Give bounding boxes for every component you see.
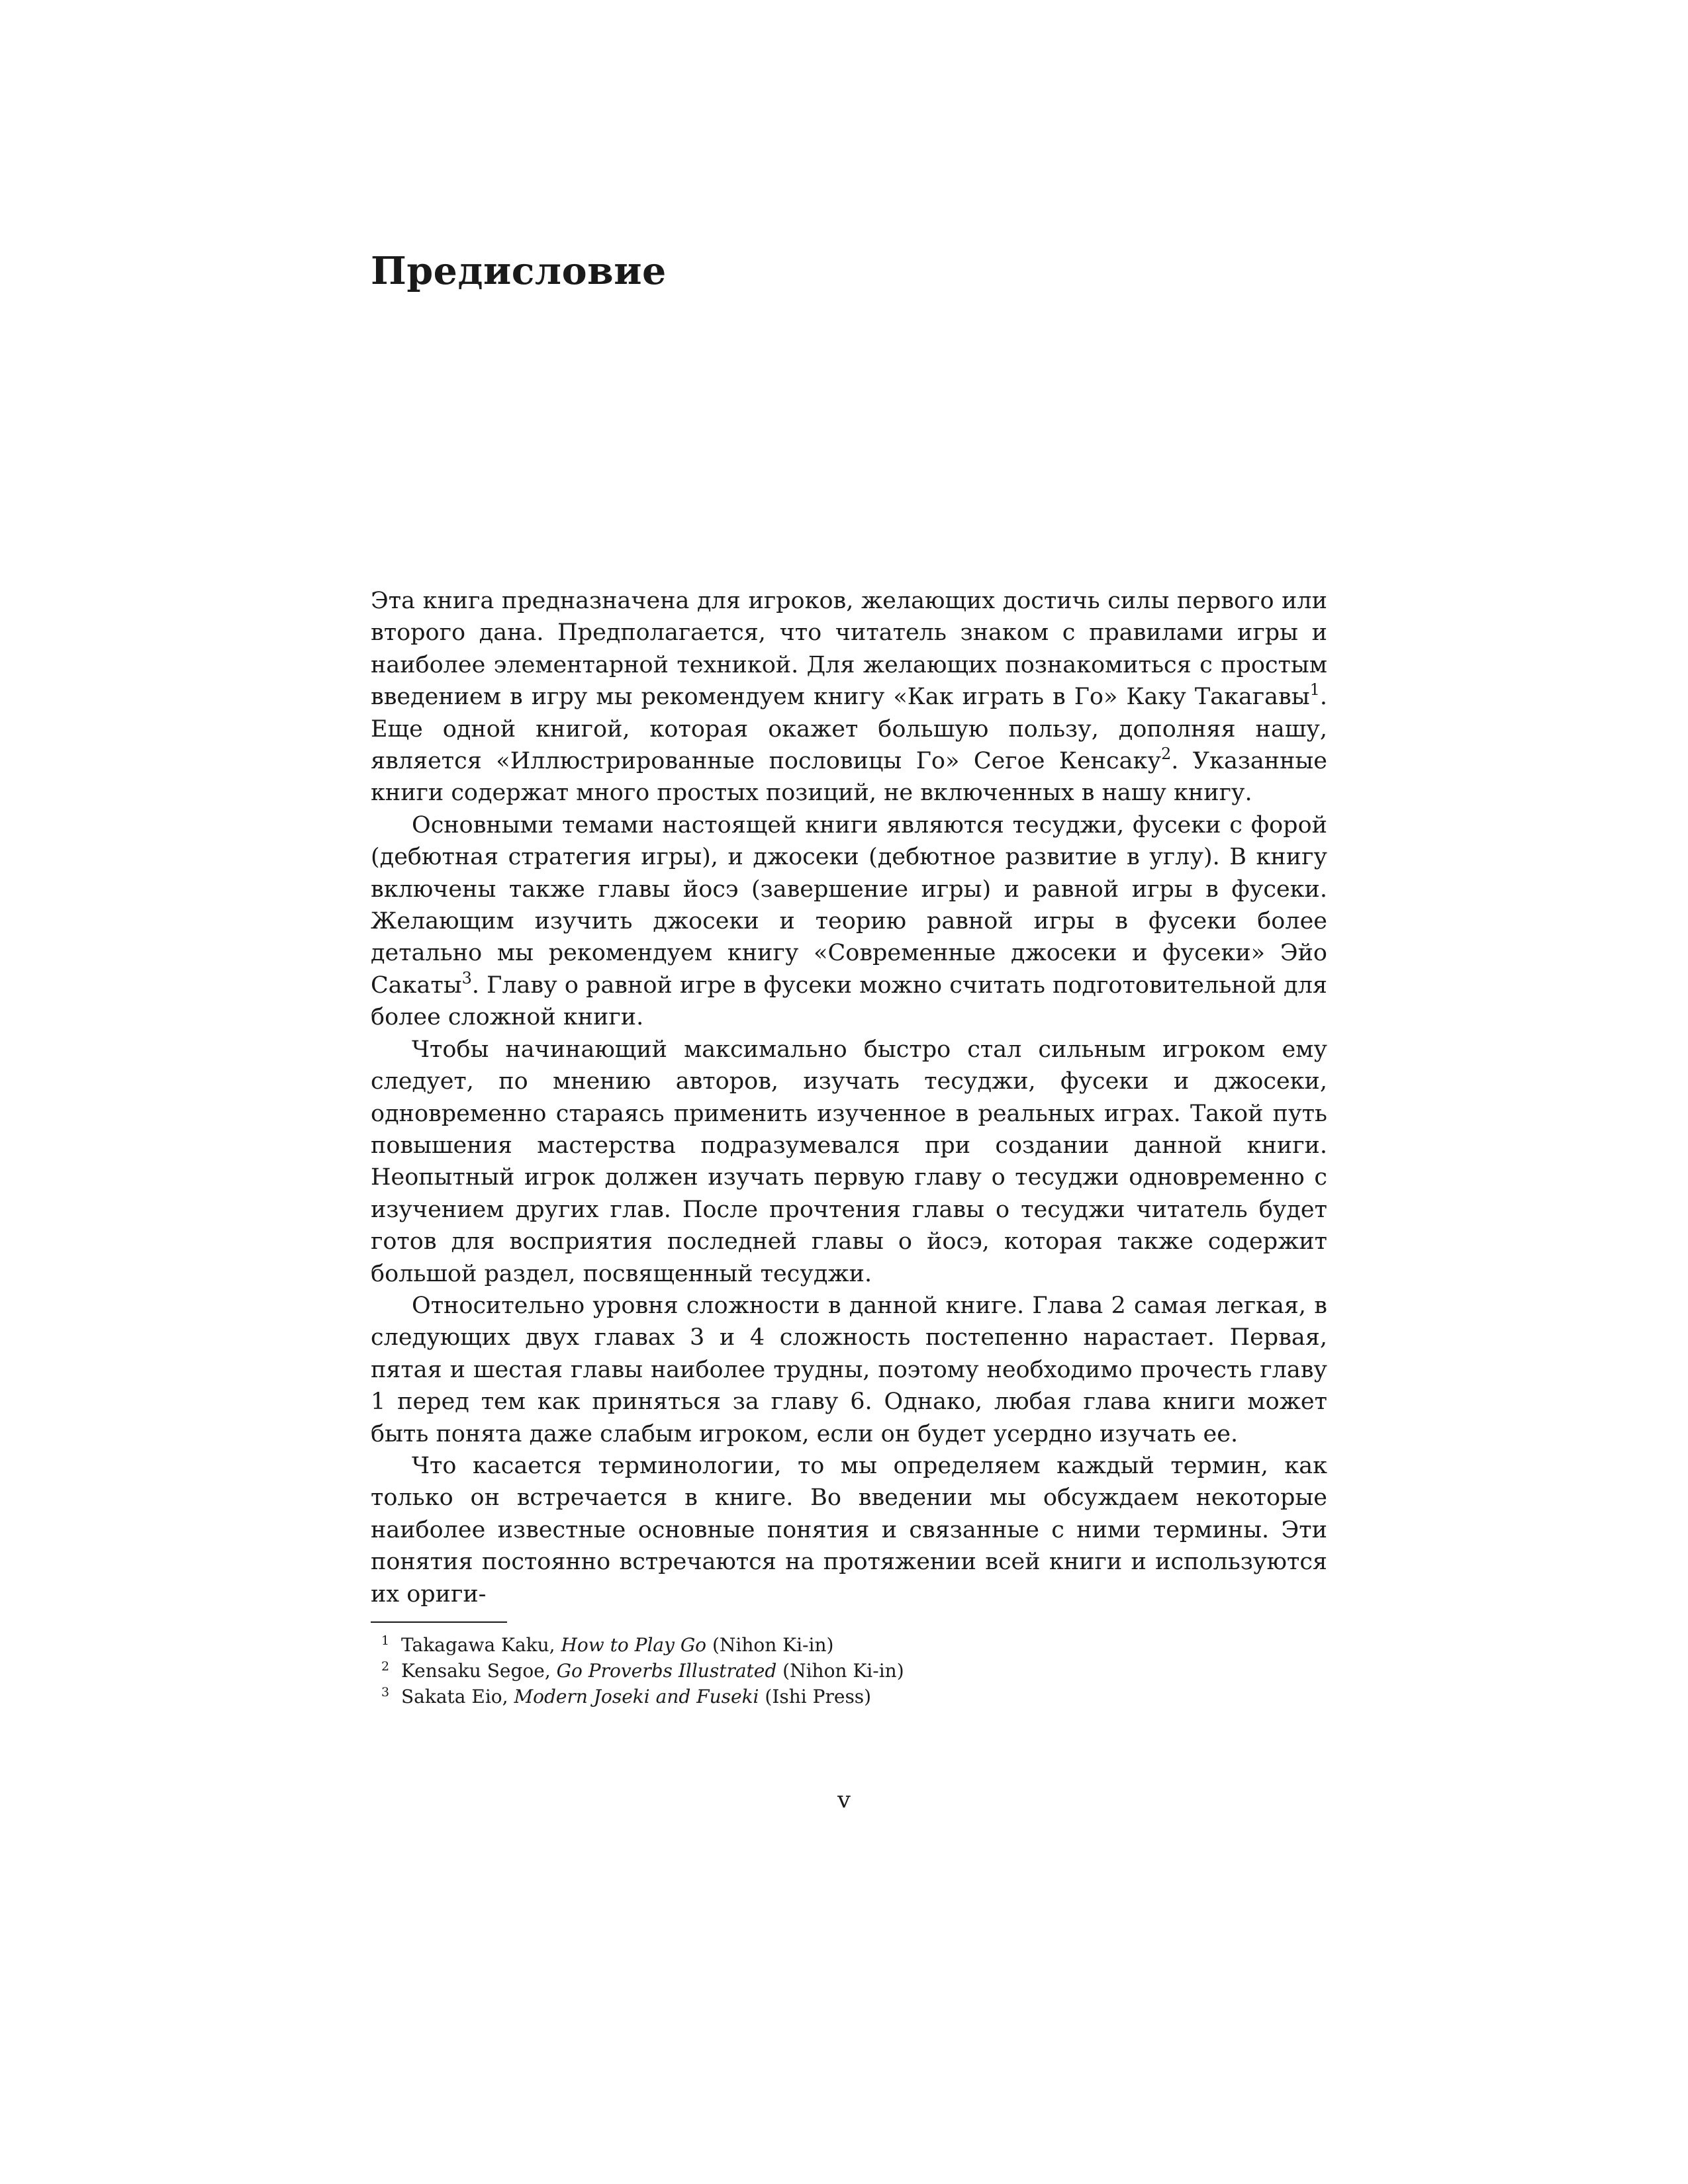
footnote-author: Sakata Eio, (401, 1686, 514, 1707)
body-text (371, 585, 1327, 1610)
footnote-ref-1: 1 (1309, 680, 1320, 700)
paragraph-5: Что касается терминологии, то мы определяем каждый термин, как только он встречается в книге. Во введении мы обсуждаем некоторые наиболее известные основные понятия и связанные с ними термины. Эти понятия постоянно встречаются на протяжении всей книги и используются их ориги- (371, 1452, 1327, 1608)
paragraph-1-text-c: . Указанные книги содержат много простых позиций, не включенных в нашу книгу. (371, 748, 1327, 807)
footnote-book-title: Modern Joseki and Fuseki (514, 1686, 759, 1707)
footnote-publisher: (Ishi Press) (759, 1686, 872, 1707)
footnote-text (401, 1659, 904, 1683)
paragraph-1-text-a: Эта книга предназначена для игроков, желающих достичь силы первого или второго дана. Предполагается, что читатель знаком с правилами игры и наиболее элементарной техникой. Для желающих познакомиться с простым введением в игру мы рекомендуем книгу «Как играть в Го» Каку Такагавы (371, 588, 1327, 711)
paragraph-2 (371, 809, 1327, 1034)
footnote-publisher: (Nihon Ki-in) (706, 1634, 834, 1656)
paragraph-3: Чтобы начинающий максимально быстро стал сильным игроком ему следует, по мнению авторов, изучать тесуджи, фусеки и джосеки, одновременно стараясь применить изученное в реальных играх. Такой путь повышения мастерства подразумевался при создании данной книги. Неопытный игрок должен изучать первую главу о тесуджи одновременно с изучением других глав. После прочтения главы о тесуджи читатель будет готов для восприятия последней главы о йосэ, которая также содержит большой раздел, посвященный тесуджи. (371, 1036, 1327, 1287)
footnotes (371, 1633, 1327, 1711)
footnote-text (401, 1685, 871, 1709)
footnote-book-title: Go Proverbs Illustrated (556, 1660, 777, 1682)
footnote-number: 3 (381, 1685, 390, 1700)
page-number: v (837, 1787, 851, 1813)
footnote-publisher: (Nihon Ki-in) (776, 1660, 904, 1682)
footnote-author: Kensaku Segoe, (401, 1660, 557, 1682)
chapter-title: Предисловие (371, 249, 667, 293)
footnote-number: 2 (381, 1659, 390, 1674)
footnote-author: Takagawa Kaku, (401, 1634, 561, 1656)
paragraph-2-text-a: Основными темами настоящей книги являются тесуджи, фусеки с форой (дебютная стратегия игры), и джосеки (дебютное развитие в углу). В книгу включены также главы йосэ (завершение игры) и равной игры в фусеки. Желающим изучить джосеки и теорию равной игры в фусеки более детально мы рекомендуем книгу «Современные джосеки и фусеки» Эйо Сакаты (371, 811, 1327, 999)
footnote-book-title: How to Play Go (561, 1634, 707, 1656)
footnote-divider (371, 1621, 507, 1623)
footnote-2 (371, 1659, 1327, 1685)
footnote-1 (371, 1633, 1327, 1659)
footnote-ref-2: 2 (1160, 745, 1172, 764)
footnote-text (401, 1633, 833, 1657)
paragraph-4: Относительно уровня сложности в данной книге. Глава 2 самая легкая, в следующих двух главах 3 и 4 сложность постепенно нарастает. Первая, пятая и шестая главы наиболее трудны, поэтому необходимо прочесть главу 1 перед тем как приняться за главу 6. Однако, любая глава книги может быть понята даже слабым игроком, если он будет усердно изучать ее. (371, 1292, 1327, 1447)
footnote-number: 1 (381, 1633, 390, 1648)
paragraph-1 (371, 585, 1327, 809)
footnote-ref-3: 3 (461, 968, 472, 987)
footnote-3 (371, 1685, 1327, 1711)
paragraph-2-text-b: . Главу о равной игре в фусеки можно считать подготовительной для более сложной книги. (371, 972, 1328, 1031)
paragraph-1-text-b: . Еще одной книгой, которая окажет большую пользу, дополняя нашу, является «Иллюстрированные пословицы Го» Сегое Кенсаку (371, 684, 1327, 775)
